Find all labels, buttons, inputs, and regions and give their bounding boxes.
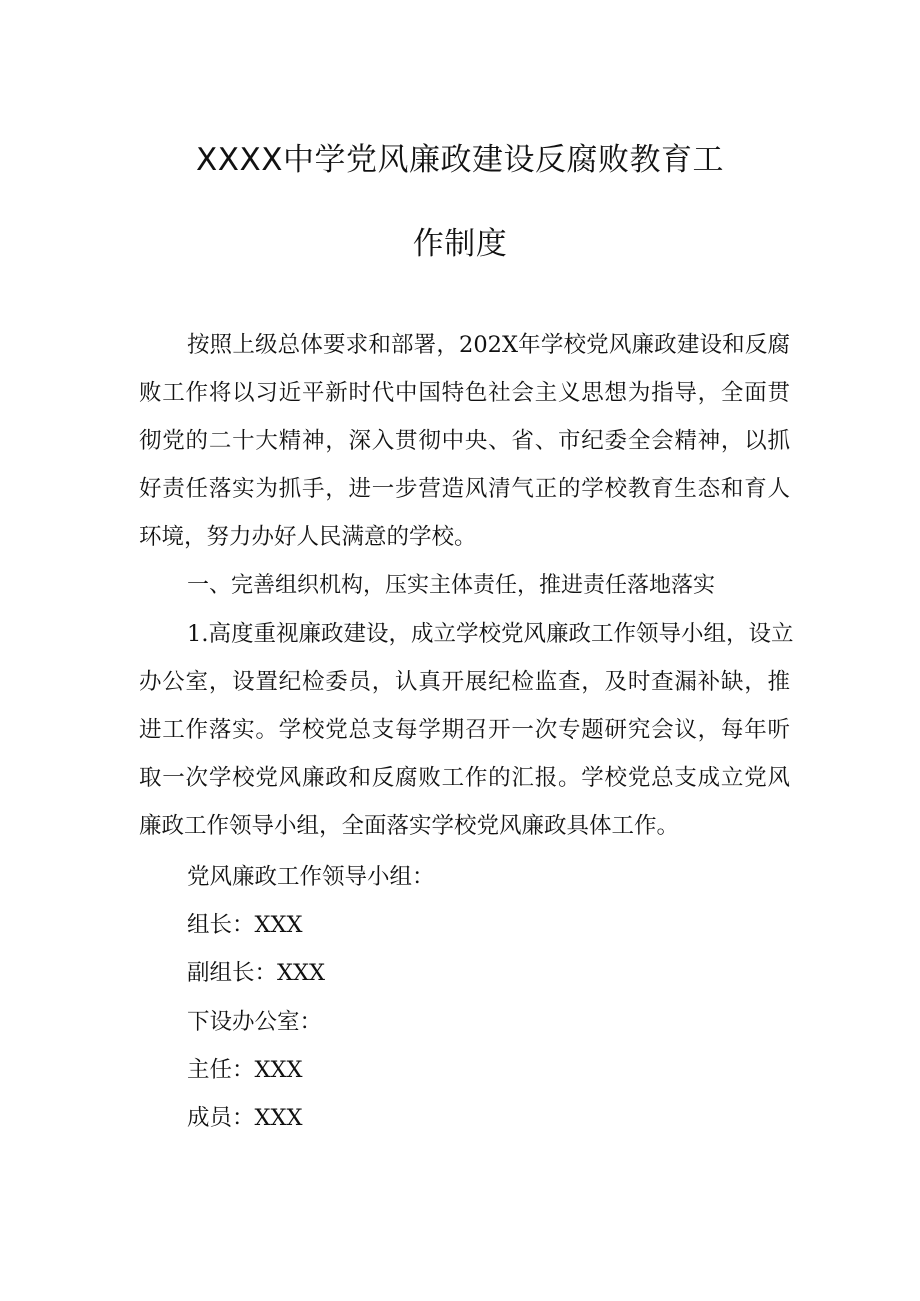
office-label: 下设办公室： (187, 1009, 323, 1035)
intro-paragraph-line: 好责任落实为抓手，进一步营造风清气正的学校教育生态和育人 (139, 476, 790, 502)
section-1-paragraph-line: 1.高度重视廉政建设，成立学校党风廉政工作领导小组，设立 (187, 621, 794, 647)
section-1-heading: 一、完善组织机构，压实主体责任，推进责任落地落实 (187, 573, 716, 598)
document-title-line-2: 作制度 (412, 226, 508, 262)
group-leader: 组长：XXX (187, 912, 303, 938)
section-1-paragraph-line: 廉政工作领导小组，全面落实学校党风廉政具体工作。 (139, 813, 680, 839)
office-members: 成员：XXX (187, 1105, 303, 1131)
section-1-paragraph-line: 取一次学校党风廉政和反腐败工作的汇报。学校党总支成立党风 (139, 765, 790, 791)
intro-paragraph-line: 按照上级总体要求和部署，202X年学校党风廉政建设和反腐 (187, 332, 790, 358)
intro-paragraph-line: 败工作将以习近平新时代中国特色社会主义思想为指导，全面贯 (139, 380, 790, 406)
section-1-paragraph-line: 办公室，设置纪检委员，认真开展纪检监查，及时查漏补缺，推 (139, 669, 790, 695)
section-1-paragraph-line: 进工作落实。学校党总支每学期召开一次专题研究会议，每年听 (139, 717, 790, 743)
intro-paragraph-line: 环境，努力办好人民满意的学校。 (139, 524, 477, 550)
document-title-line-1: XXXX中学党风廉政建设反腐败教育工 (196, 142, 724, 178)
intro-paragraph-line: 彻党的二十大精神，深入贯彻中央、省、市纪委全会精神，以抓 (139, 428, 790, 454)
office-director: 主任：XXX (187, 1057, 303, 1083)
leadership-group-label: 党风廉政工作领导小组： (187, 864, 435, 890)
deputy-group-leader: 副组长：XXX (187, 960, 326, 986)
